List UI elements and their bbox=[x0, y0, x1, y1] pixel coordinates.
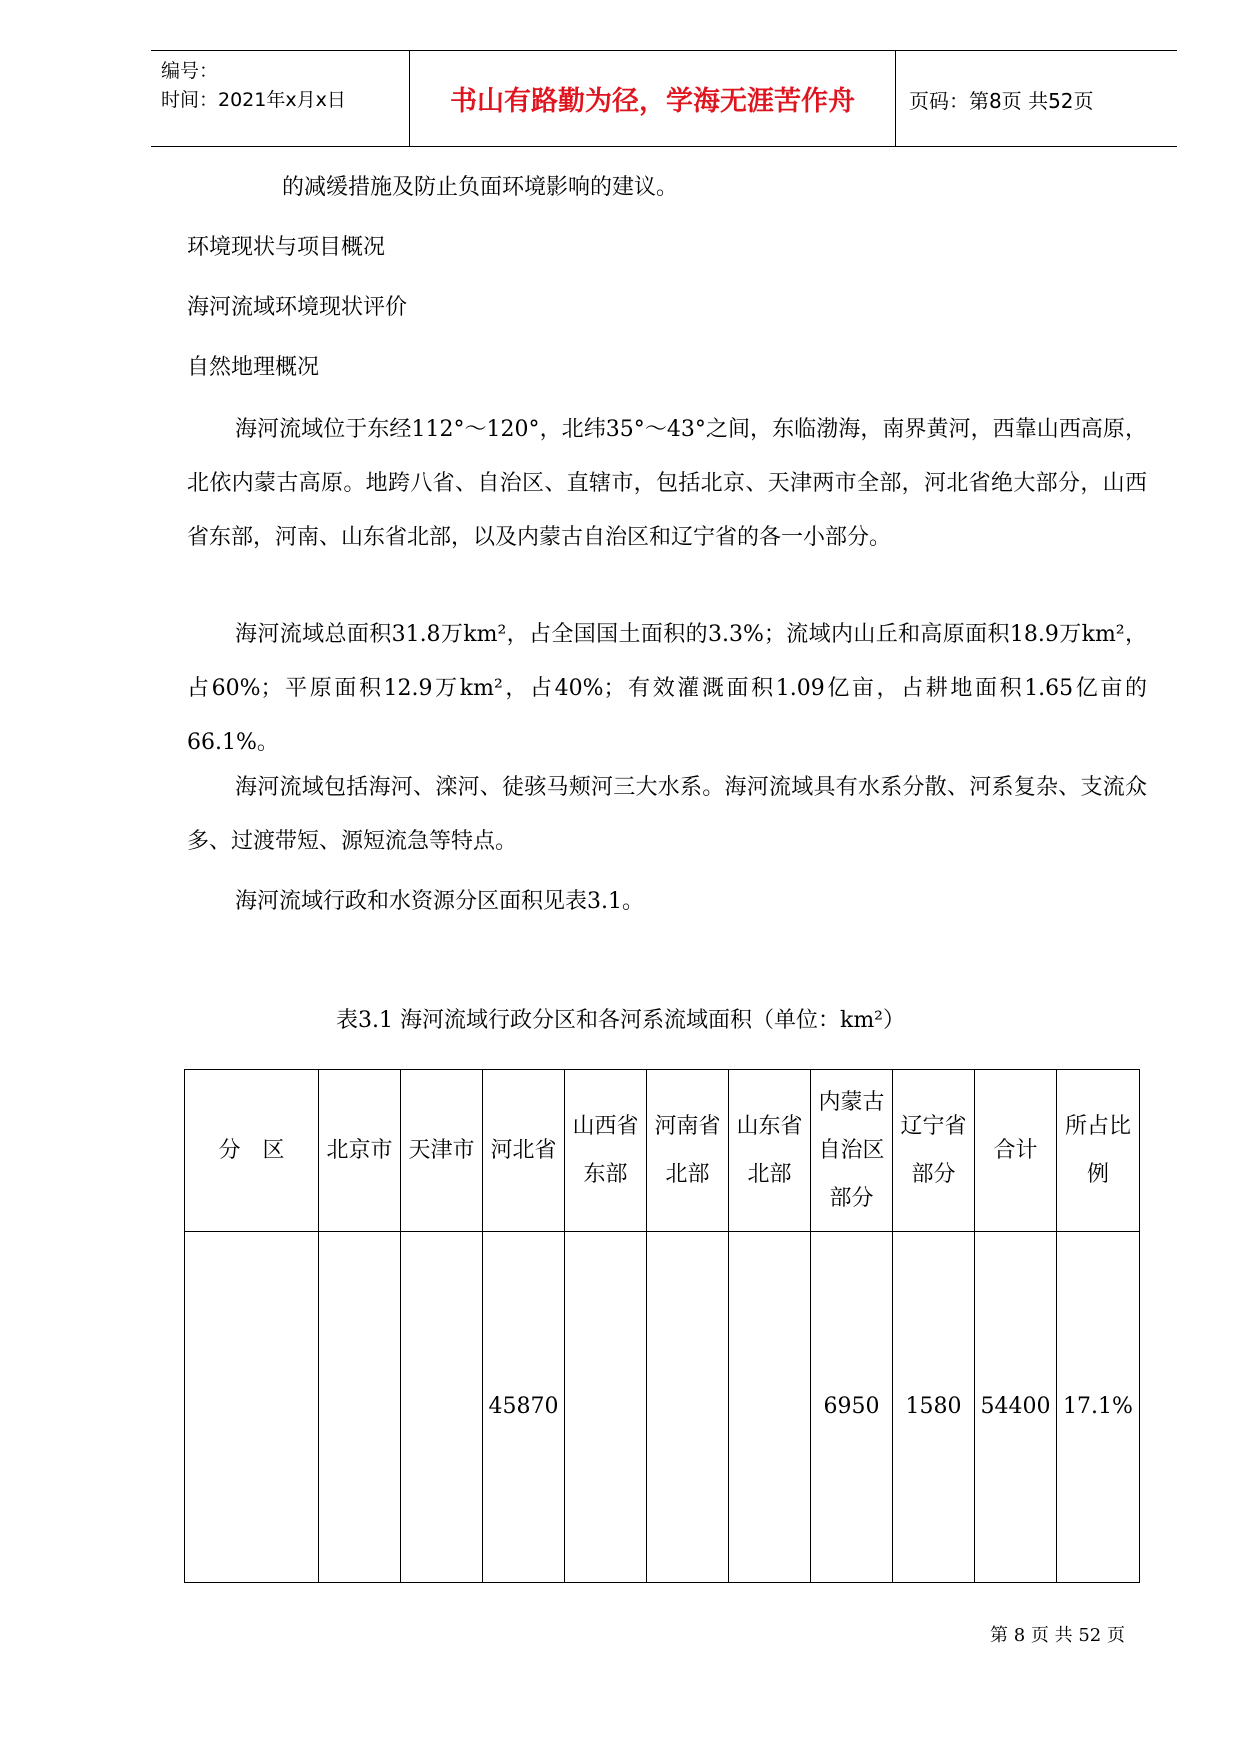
header-cell: 辽宁省部分 bbox=[893, 1070, 975, 1232]
header-number-label: 编号： bbox=[161, 60, 219, 82]
header-meta bbox=[161, 57, 346, 115]
table-cell: 45870 bbox=[483, 1232, 565, 1583]
header-cell: 分 区 bbox=[185, 1070, 319, 1232]
area-table bbox=[184, 1069, 1140, 1583]
table-caption: 表3.1 海河流域行政分区和各河系流域面积（单位：km²） bbox=[336, 1008, 905, 1033]
paragraph: 海河流域位于东经112°～120°，北纬35°～43°之间，东临渤海，南界黄河，西靠山西高原，北依内蒙古高原。地跨八省、自治区、直辖市，包括北京、天津两市全部，河北省绝大部分，山西省东部，河南、山东省北部，以及内蒙古自治区和辽宁省的各一小部分。 bbox=[187, 417, 1147, 550]
section-heading: 自然地理概况 bbox=[187, 355, 320, 380]
header-cell: 天津市 bbox=[401, 1070, 483, 1232]
paragraph: 海河流域总面积31.8万km²，占全国国土面积的3.3%；流域内山丘和高原面积18.9万km²，占60%；平原面积12.9万km²，占40%；有效灌溉面积1.09亿亩，占耕地面积1.65亿亩的66.1%。 bbox=[187, 622, 1147, 755]
table-cell bbox=[565, 1232, 647, 1583]
header-cell: 河南省北部 bbox=[647, 1070, 729, 1232]
page-footer: 第 8 页 共 52 页 bbox=[990, 1625, 1125, 1646]
table-header-row bbox=[185, 1070, 1140, 1232]
paragraph: 海河流域行政和水资源分区面积见表3.1。 bbox=[235, 889, 644, 914]
table-cell: 6950 bbox=[811, 1232, 893, 1583]
section-heading: 海河流域环境现状评价 bbox=[187, 295, 408, 320]
table-cell: 17.1% bbox=[1057, 1232, 1140, 1583]
table-cell bbox=[647, 1232, 729, 1583]
table-cell: 54400 bbox=[975, 1232, 1057, 1583]
table-cell bbox=[401, 1232, 483, 1583]
continuation-line: 的减缓措施及防止负面环境影响的建议。 bbox=[282, 175, 679, 200]
section-heading: 环境现状与项目概况 bbox=[187, 235, 386, 260]
header-cell: 北京市 bbox=[319, 1070, 401, 1232]
header-page-info: 页码：第8页 共52页 bbox=[909, 89, 1094, 113]
header-cell: 河北省 bbox=[483, 1070, 565, 1232]
table-cell bbox=[185, 1232, 319, 1583]
table-row bbox=[185, 1232, 1140, 1583]
table-cell bbox=[319, 1232, 401, 1583]
header-cell: 山东省北部 bbox=[729, 1070, 811, 1232]
table-cell: 1580 bbox=[893, 1232, 975, 1583]
header-cell: 内蒙古自治区部分 bbox=[811, 1070, 893, 1232]
header-motto: 书山有路勤为径，学海无涯苦作舟 bbox=[450, 86, 855, 117]
paragraph: 海河流域包括海河、滦河、徒骇马颊河三大水系。海河流域具有水系分散、河系复杂、支流众多、过渡带短、源短流急等特点。 bbox=[187, 775, 1147, 854]
header-cell: 合计 bbox=[975, 1070, 1057, 1232]
header-time-label: 时间：2021年x月x日 bbox=[161, 89, 346, 111]
page-header bbox=[151, 50, 1177, 147]
header-divider bbox=[895, 51, 896, 146]
table-cell bbox=[729, 1232, 811, 1583]
header-cell: 所占比例 bbox=[1057, 1070, 1140, 1232]
header-cell: 山西省东部 bbox=[565, 1070, 647, 1232]
